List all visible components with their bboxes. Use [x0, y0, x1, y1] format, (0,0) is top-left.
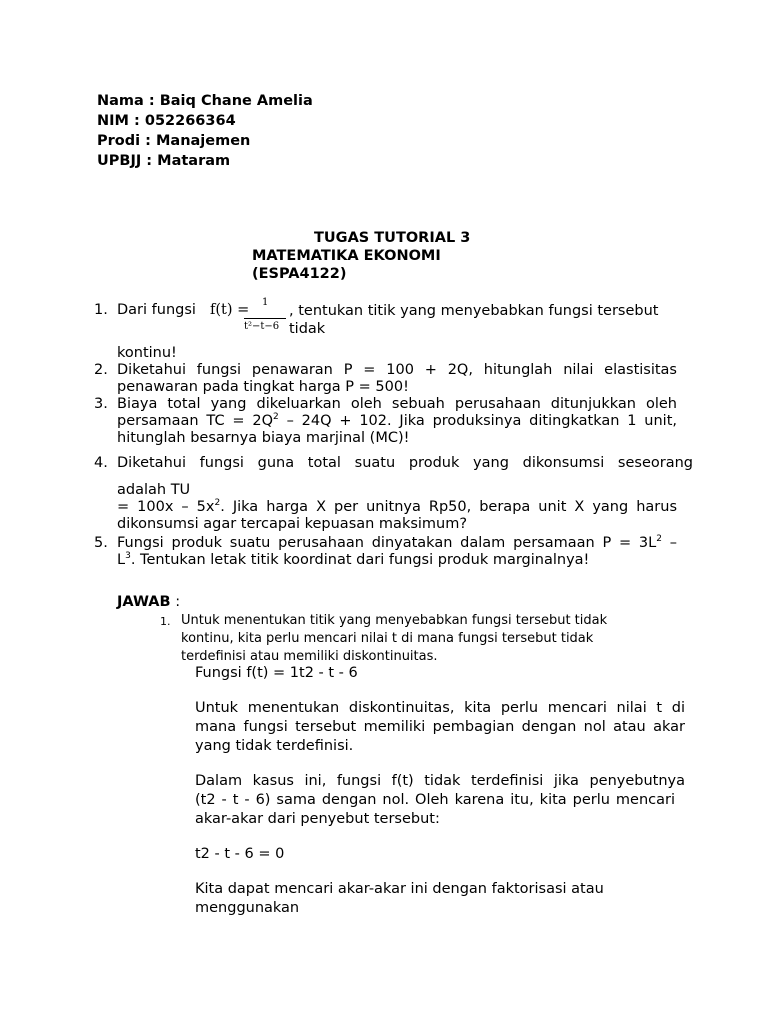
answer-function-line: Fungsi f(t) = 1t2 - t - 6 — [195, 665, 358, 681]
question-text: Biaya total yang dikeluarkan oleh sebuah perusahaan ditunjukkan oleh — [117, 396, 677, 412]
fraction-denominator: t²−t−6 — [244, 321, 280, 332]
function-label: f(t) = — [210, 302, 250, 318]
question-1 — [94, 297, 694, 362]
answer-paragraph: Dalam kasus ini, fungsi f(t) tidak terdefinisi jika penyebutnya (t2 - t - 6) sama dengan nol. Oleh karena itu, kita perlu mencari akar-akar dari penyebut tersebut: — [195, 773, 685, 827]
question-text: dikonsumsi agar tercapai kepuasan maksimum? — [117, 516, 468, 532]
question-number: 2. — [94, 362, 108, 378]
answer-heading: JAWAB : — [117, 594, 181, 610]
question-text: = $100x - 5x^2$. Jika harga X per unitnya Rp50, berapa unit X yang harus — [117, 498, 677, 515]
question-text: kontinu! — [117, 345, 177, 361]
answer-paragraph: Untuk menentukan diskontinuitas, kita perlu mencari nilai t di mana fungsi tersebut memiliki pembagian dengan nol atau akar yang tidak terdefinisi. — [195, 700, 685, 754]
question-4 — [94, 455, 694, 535]
answer-intro: Untuk menentukan titik yang menyebabkan fungsi tersebut tidak kontinu, kita perlu mencari nilai t di mana fungsi tersebut tidak terdefinisi atau memiliki diskontinuitas. — [181, 613, 608, 664]
student-name: Nama : Baiq Chane Amelia — [97, 93, 313, 109]
question-text: Diketahui fungsi penawaran P = 100 + 2Q, hitunglah nilai elastisitas — [117, 362, 677, 378]
doc-title: TUGAS TUTORIAL 3 — [314, 230, 471, 246]
student-upbjj: UPBJJ : Mataram — [97, 153, 231, 169]
question-5 — [94, 535, 694, 571]
question-text: Diketahui fungsi guna total suatu produk yang dikonsumsi seseorang — [117, 455, 693, 471]
question-text: Fungsi produk suatu perusahaan dinyatakan dalam persamaan $P = 3L^2$ – — [117, 534, 677, 551]
question-number: 5. — [94, 535, 108, 551]
question-text: penawaran pada tingkat harga P = 500! — [117, 379, 409, 395]
student-nim: NIM : 052266364 — [97, 113, 236, 129]
student-prodi: Prodi : Manajemen — [97, 133, 251, 149]
question-number: 1. — [94, 302, 108, 318]
doc-subtitle: MATEMATIKA EKONOMI — [252, 248, 441, 264]
fraction-numerator: 1 — [262, 297, 269, 308]
question-text: $L^3$. Tentukan letak titik koordinat dari fungsi produk marginalnya! — [117, 551, 590, 568]
question-3 — [94, 396, 694, 448]
answer-paragraph: Kita dapat mencari akar-akar ini dengan faktorisasi atau menggunakan — [195, 881, 604, 916]
doc-course-code: (ESPA4122) — [252, 266, 347, 282]
question-text: , tentukan titik yang menyebabkan fungsi tersebut — [289, 303, 659, 319]
question-text: hitunglah besarnya biaya marjinal (MC)! — [117, 430, 410, 446]
question-text: tidak — [289, 321, 326, 337]
question-text: Dari fungsi — [117, 302, 196, 318]
question-text: persamaan TC = $2Q^2 - 24Q + 102$. Jika produksinya ditingkatkan 1 unit, — [117, 412, 678, 429]
question-number: 3. — [94, 396, 108, 412]
question-text: adalah TU — [117, 482, 191, 498]
answer-number: 1. — [160, 615, 171, 628]
question-2 — [94, 362, 694, 396]
question-number: 4. — [94, 455, 108, 471]
answer-equation: t2 - t - 6 = 0 — [195, 846, 285, 862]
